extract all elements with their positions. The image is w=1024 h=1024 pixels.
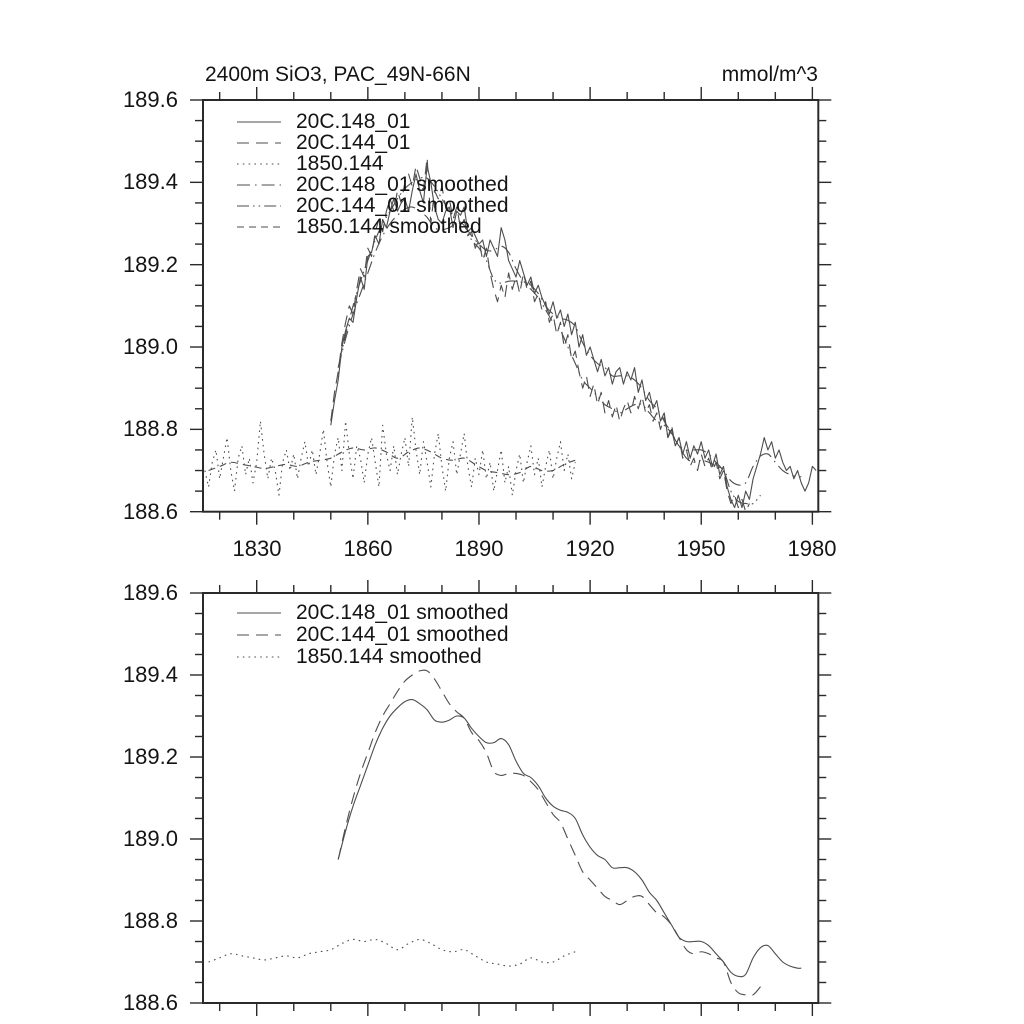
x-tick-label: 1950 xyxy=(676,536,726,561)
series-line-1850.144-smoothed xyxy=(209,939,576,966)
legend-label: 20C.144_01 xyxy=(296,131,411,154)
y-tick-label: 189.2 xyxy=(122,252,178,277)
x-tick-label: 1830 xyxy=(232,536,282,561)
y-tick-label: 189.2 xyxy=(122,744,178,769)
legend-label: 20C.148_01 smoothed xyxy=(296,601,509,624)
legend-label: 20C.144_01 smoothed xyxy=(296,623,509,646)
y-tick-label: 189.6 xyxy=(122,87,178,112)
y-tick-label: 189.0 xyxy=(122,826,178,851)
y-tick-label: 189.4 xyxy=(122,662,178,687)
legend-label: 20C.144_01 smoothed xyxy=(296,194,509,217)
y-tick-label: 189.6 xyxy=(122,580,178,605)
series-line-20C.148_01-smoothed xyxy=(338,700,801,977)
x-tick-label: 1920 xyxy=(565,536,615,561)
x-tick-label: 1860 xyxy=(343,536,393,561)
legend-label: 1850.144 xyxy=(296,152,384,175)
series-line-1850.144 xyxy=(205,417,575,495)
series-line-20C.144_01-smoothed xyxy=(338,670,760,995)
panel-bottom xyxy=(190,580,831,1016)
legend-label: 20C.148_01 xyxy=(296,110,411,133)
legend-swatches xyxy=(237,122,281,227)
y-tick-label: 188.6 xyxy=(122,990,178,1015)
chart-units-label: mmol/m^3 xyxy=(721,63,818,86)
x-tick-label: 1980 xyxy=(787,536,837,561)
y-tick-label: 188.8 xyxy=(122,416,178,441)
legend-label: 1850.144 smoothed xyxy=(296,215,482,238)
y-tick-label: 189.4 xyxy=(122,169,178,194)
legend-label: 1850.144 smoothed xyxy=(296,645,482,668)
legend-swatches xyxy=(237,613,281,657)
y-tick-label: 188.8 xyxy=(122,908,178,933)
y-tick-label: 189.0 xyxy=(122,334,178,359)
axis-ticks xyxy=(190,87,831,525)
y-tick-label: 188.6 xyxy=(122,499,178,524)
chart-title: 2400m SiO3, PAC_49N-66N xyxy=(205,63,471,86)
axis-ticks xyxy=(190,580,831,1016)
series-group xyxy=(209,670,802,995)
panel-top xyxy=(190,87,831,525)
legend-label: 20C.148_01 smoothed xyxy=(296,173,509,196)
x-tick-label: 1890 xyxy=(454,536,504,561)
